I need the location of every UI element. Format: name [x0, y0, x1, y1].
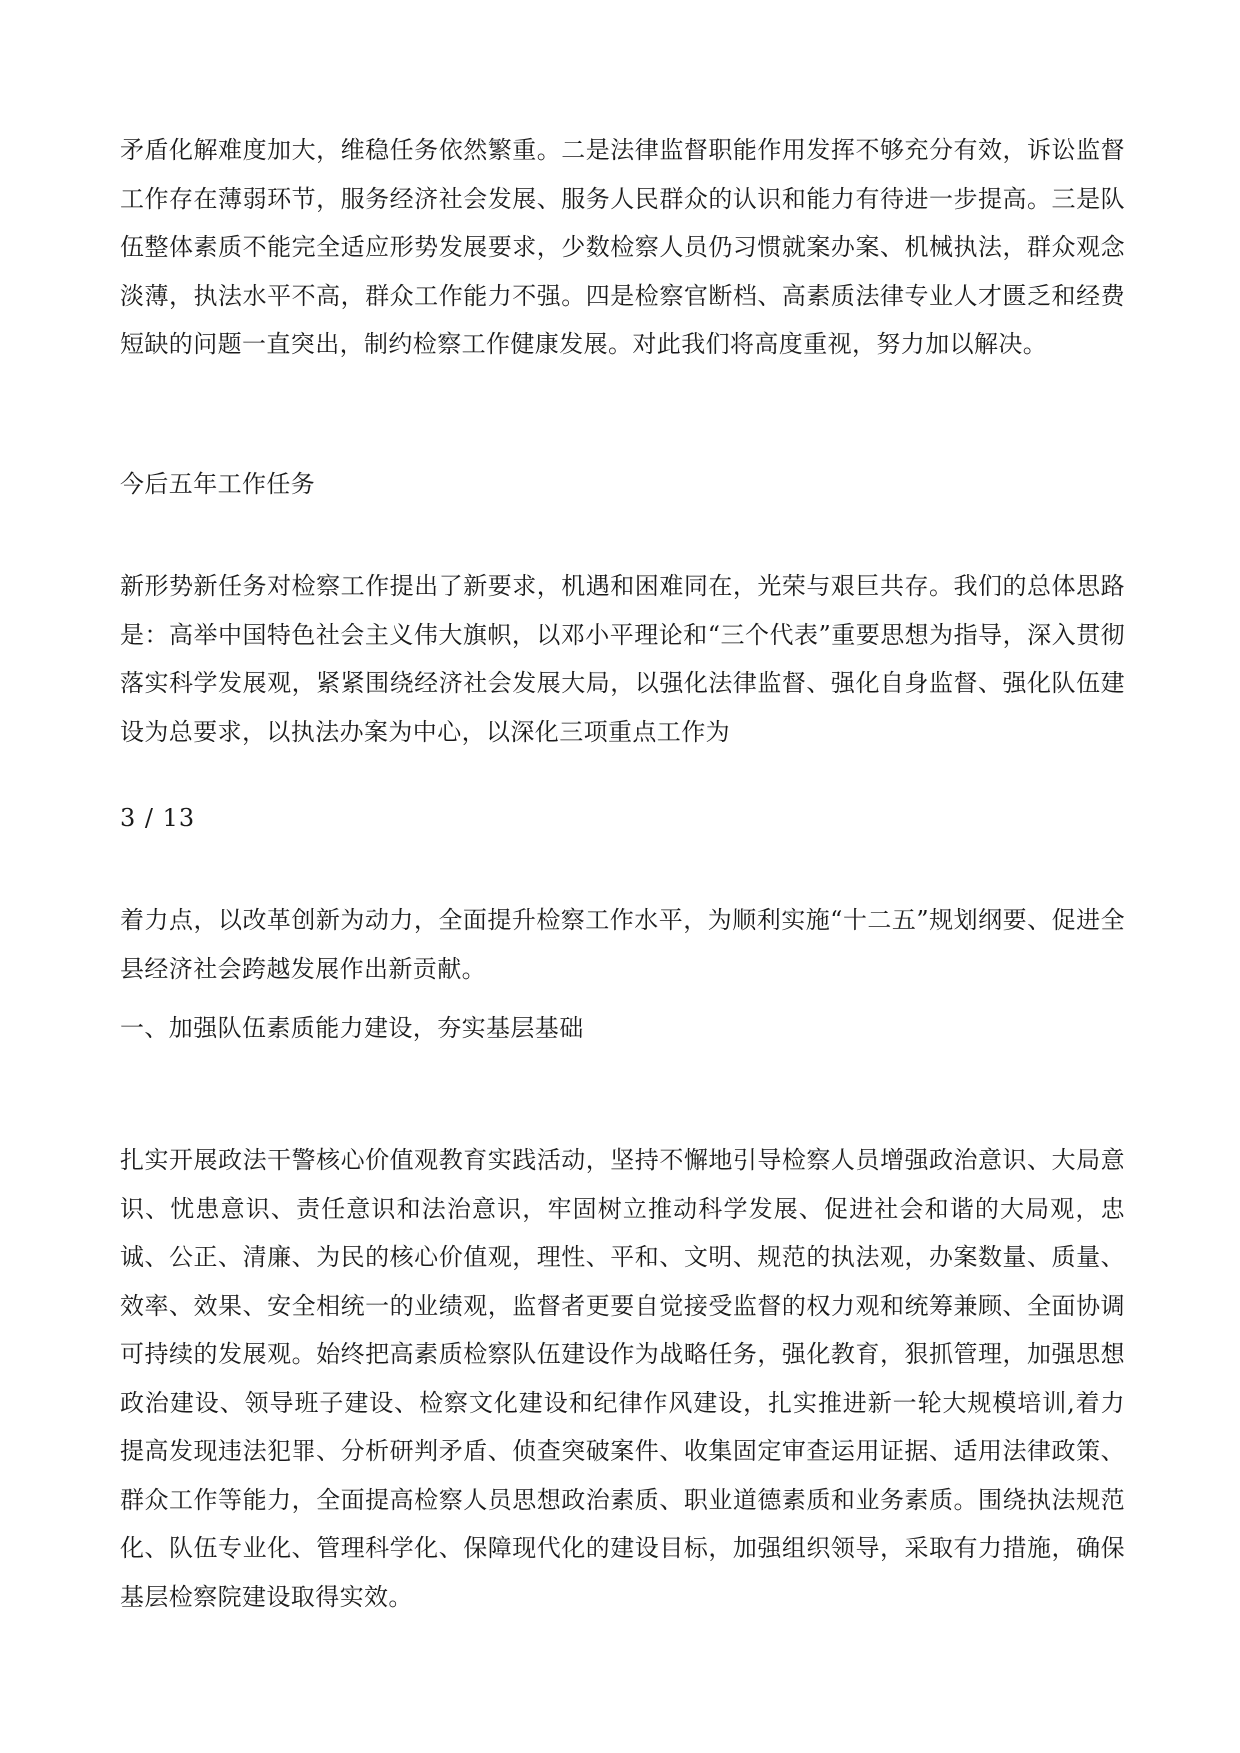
section-heading: 今后五年工作任务: [120, 470, 316, 498]
paragraph-team-building: 扎实开展政法干警核心价值观教育实践活动，坚持不懈地引导检察人员增强政治意识、大局意识、忧患意识、责任意识和法治意识，牢固树立推动科学发展、促进社会和谐的大局观，忠诚、公正、清廉、为民的核心价值观，理性、平和、文明、规范的执法观，办案数量、质量、效率、效果、安全相统一的业绩观，监督者更要自觉接受监督的权力观和统筹兼顾、全面协调可持续的发展观。始终把高素质检察队伍建设作为战略任务，强化教育，狠抓管理，加强思想政治建设、领导班子建设、检察文化建设和纪律作风建设，扎实推进新一轮大规模培训,着力提高发现违法犯罪、分析研判矛盾、侦查突破案件、收集固定审查运用证据、适用法律政策、群众工作等能力，全面提高检察人员思想政治素质、职业道德素质和业务素质。围绕执法规范化、队伍专业化、管理科学化、保障现代化的建设目标，加强组织领导，采取有力措施，确保基层检察院建设取得实效。: [120, 1146, 1125, 1611]
paragraph-overview-continued: 着力点，以改革创新为动力，全面提升检察工作水平，为顺利实施“十二五”规划纲要、促进全县经济社会跨越发展作出新贡献。: [120, 906, 1125, 983]
paragraph-overview: 新形势新任务对检察工作提出了新要求，机遇和困难同在，光荣与艰巨共存。我们的总体思路是：高举中国特色社会主义伟大旗帜，以邓小平理论和“三个代表”重要思想为指导，深入贯彻落实科学发展观，紧紧围绕经济社会发展大局，以强化法律监督、强化自身监督、强化队伍建设为总要求，以执法办案为中心，以深化三项重点工作为: [120, 572, 1125, 746]
subheading-team-building: 一、加强队伍素质能力建设，夯实基层基础: [120, 1014, 584, 1042]
paragraph-continuation: 矛盾化解难度加大，维稳任务依然繁重。二是法律监督职能作用发挥不够充分有效，诉讼监督工作存在薄弱环节，服务经济社会发展、服务人民群众的认识和能力有待进一步提高。三是队伍整体素质不能完全适应形势发展要求，少数检察人员仍习惯就案办案、机械执法，群众观念淡薄，执法水平不高，群众工作能力不强。四是检察官断档、高素质法律专业人才匮乏和经费短缺的问题一直突出，制约检察工作健康发展。对此我们将高度重视，努力加以解决。: [120, 136, 1125, 358]
page-number: 3 / 13: [120, 804, 196, 832]
